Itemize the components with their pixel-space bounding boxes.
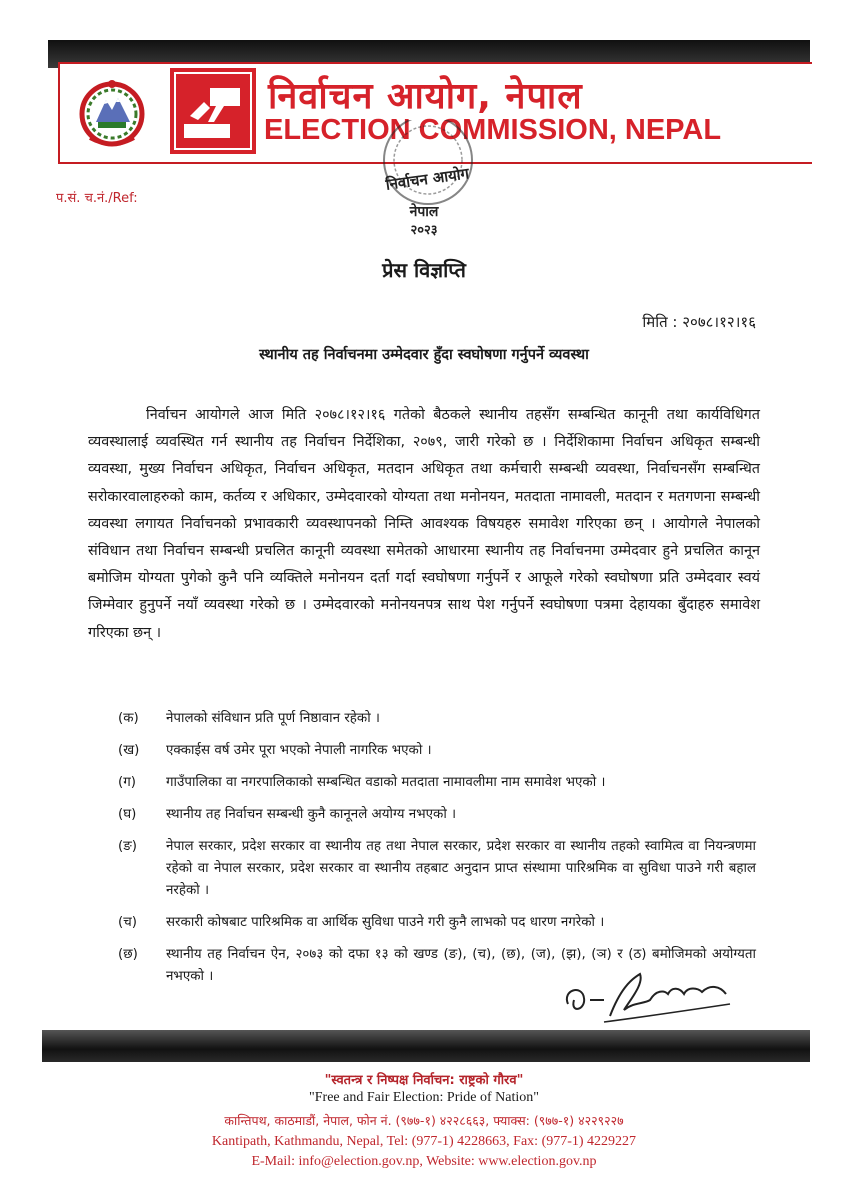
footer-dark-bar <box>42 1030 810 1062</box>
list-item-label: (च) <box>118 915 137 930</box>
footer-address-english: Kantipath, Kathmandu, Nepal, Tel: (977-1) 4228663, Fax: (977-1) 4229227 <box>211 1134 637 1149</box>
list-item-text: गाउँपालिका वा नगरपालिकाको सम्बन्धित वडाको मतदाता नामावलीमा नाम समावेश भएको । <box>166 775 606 790</box>
list-item-label: (ङ) <box>118 839 137 854</box>
ballot-box-icon <box>170 68 256 154</box>
footer-address-nepali: कान्तिपथ, काठमाडौं, नेपाल, फोन नं. (९७७-१) ४२२८६६३, फ्याक्स: (९७७-१) ४२२९२२७ <box>224 1113 624 1128</box>
press-release-title: प्रेस विज्ञप्ति <box>382 258 466 282</box>
document-subject: स्थानीय तह निर्वाचनमा उम्मेदवार हुँदा स्वघोषणा गर्नुपर्ने व्यवस्था <box>259 347 589 363</box>
list-item-label: (ख) <box>118 743 140 758</box>
list-item-label: (ग) <box>118 775 136 790</box>
list-item-text: स्थानीय तह निर्वाचन ऐन, २०७३ को दफा १३ को खण्ड (ङ), (च), (छ), (ज), (झ), (ञ) र (ठ) बमोजिमको अयोग्यता नभएको । <box>166 947 756 984</box>
reference-label: प.सं. च.नं./Ref: <box>56 191 138 206</box>
document-date: मिति : २०७८।१२।१६ <box>642 313 756 331</box>
stamp-line2: नेपाल <box>409 204 439 220</box>
commission-title-english: ELECTION COMMISSION, NEPAL <box>264 114 722 146</box>
footer-motto-english: "Free and Fair Election: Pride of Nation" <box>309 1090 539 1105</box>
footer-motto-nepali: "स्वतन्त्र र निष्पक्ष निर्वाचन: राष्ट्रको गौरव" <box>324 1073 524 1088</box>
body-paragraph: निर्वाचन आयोगले आज मिति २०७८।१२।१६ गतेको बैठकले स्थानीय तहसँग सम्बन्धित कानूनी तथा कार्यविधिगत व्यवस्थालाई व्यवस्थित गर्न स्थानीय तह निर्वाचन निर्देशिका, २०७९, जारी गरेको छ । निर्देशिकामा निर्वाचन अधिकृत सम्बन्धी व्यवस्था, मुख्य निर्वाचन अधिकृत, निर्वाचन अधिकृत, मतदान अधिकृत तथा कर्मचारी सम्बन्धी व्यवस्था, निर्वाचनसँग सम्बन्धित सरोकारवालाहरुको काम, कर्तव्य र अधिकार, उम्मेदवारको योग्यता तथा मनोनयन, मतदाता नामावली, मतदान र मतगणना सम्बन्धी व्यवस्था लगायत निर्वाचनको प्रभावकारी व्यवस्थापनको निम्ति आवश्यक विषयहरु समावेश गरिएका छन् । आयोगले नेपालको संविधान तथा निर्वाचन सम्बन्धी प्रचलित कानूनी व्यवस्था समेतको आधारमा स्थानीय तह निर्वाचनमा उम्मेदवार हुने प्रचलित कानून बमोजिम योग्यता पुगेको कुनै पनि व्यक्तिले मनोनयन दर्ता गर्दा स्वघोषणा गर्नुपर्ने र आफूले गरेको स्वघोषणा प्रति उम्मेदवार स्वयं जिम्मेवार हुनुपर्ने नयाँ व्यवस्था गरेको छ । उम्मेदवारको मनोनयनपत्र साथ पेश गर्नुपर्ने स्वघोषणा पत्रमा देहायका बुँदाहरु समावेश गरिएका छन् । <box>88 407 760 641</box>
list-item-text: नेपालको संविधान प्रति पूर्ण निष्ठावान रहेको । <box>166 711 380 726</box>
official-seal-stamp <box>358 120 498 250</box>
stamp-line3: २०२३ <box>410 223 438 238</box>
commission-title-nepali: निर्वाचन आयोग, नेपाल <box>268 76 583 117</box>
list-item-text: नेपाल सरकार, प्रदेश सरकार वा स्थानीय तह तथा नेपाल सरकार, प्रदेश सरकार वा स्थानीय तहको स्वामित्व वा नियन्त्रणमा रहेको वा नेपाल सरकार, प्रदेश सरकार वा स्थानीय तहबाट अनुदान प्राप्त संस्थामा पारिश्रमिक वा सुविधा पाउने गरी बहाल नरहेको । <box>166 839 756 898</box>
footer-contact: E-Mail: info@election.gov.np, Website: www.election.gov.np <box>251 1154 597 1169</box>
list-item-label: (घ) <box>118 807 137 822</box>
nepal-emblem-icon <box>72 72 152 152</box>
stamp-line1: निर्वाचन आयोग <box>384 164 471 194</box>
list-item-label: (छ) <box>118 947 138 962</box>
list-item-text: स्थानीय तह निर्वाचन सम्बन्धी कुनै कानूनले अयोग्य नभएको । <box>166 807 457 822</box>
signature-mark <box>560 960 740 1030</box>
list-item-label: (क) <box>118 711 139 726</box>
list-item-text: सरकारी कोषबाट पारिश्रमिक वा आर्थिक सुविधा पाउने गरी कुनै लाभको पद धारण नगरेको । <box>166 915 605 930</box>
list-item-text: एक्काईस वर्ष उमेर पूरा भएको नेपाली नागरिक भएको । <box>166 743 432 758</box>
